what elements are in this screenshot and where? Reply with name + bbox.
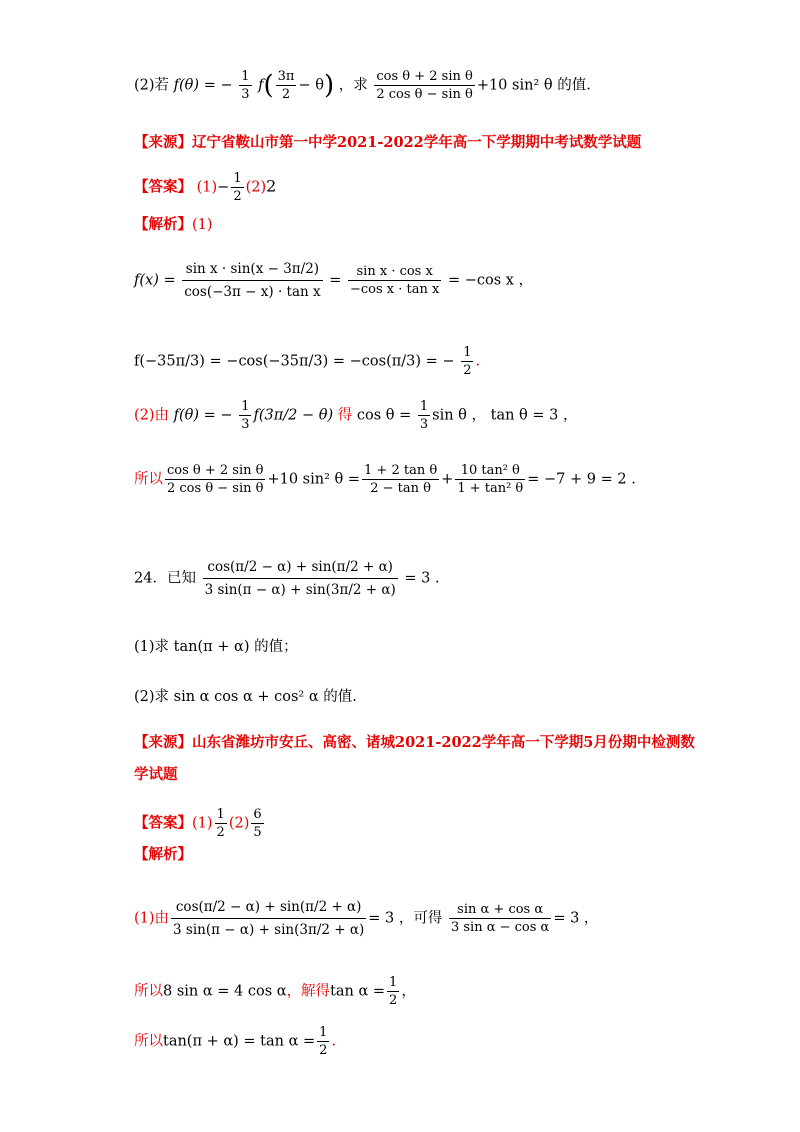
q23-analysis-p1: (1) bbox=[192, 217, 213, 233]
q23-l4-plus: + bbox=[441, 471, 454, 488]
q23-l2-end: . bbox=[475, 353, 481, 370]
q24-l2-mid: ，解得 bbox=[286, 983, 331, 1000]
q23-source-text: 辽宁省鞍山市第一中学2021-2022学年高一下学期期中考试数学试题 bbox=[192, 134, 642, 151]
q23-l3-res-fraction: $\frac{1}{3}$ bbox=[419, 399, 429, 432]
q23-l2-fraction: $\frac{1}{2}$ bbox=[463, 345, 472, 378]
q23-l4-fraction2: $\frac{\text{1 + 2 tan θ}}{\text{2 − tan θ}}$ bbox=[364, 463, 438, 496]
q24-answer-p1-fraction: $\frac{1}{2}$ bbox=[216, 807, 225, 840]
q23-l3-label: (2)由 bbox=[134, 407, 170, 424]
q24-l2-expr: 8 sin α = 4 cos α bbox=[163, 983, 287, 1000]
q23-l3-cond-tail: f(3π/2 − θ) bbox=[253, 407, 334, 424]
q24-part2-label: (2)求 bbox=[134, 689, 170, 705]
q23-analysis-line1: f(x) = $\frac{\text{sin x · sin(x − 3π/2)}}{\text{cos(−3π − x) · tan x}}$ = $\frac{\text{sin x · cos x}}{\text{−cos x · tan x}}$ = −cos x ， bbox=[134, 258, 760, 303]
q24-fraction: $\frac{\cos(\pi/2 - \alpha) + \sin(\pi/2 + \alpha)}{3 \sin(\pi - \alpha) + \sin(3\pi/2 + \alpha)}$ bbox=[203, 556, 398, 601]
q24-l1-label: (1)由 bbox=[134, 910, 170, 927]
q24-l2-label: 所以 bbox=[134, 983, 163, 1000]
q24-analysis-line2 bbox=[134, 974, 760, 1009]
q23-cond-fraction: $\frac{1}{3}$ bbox=[241, 69, 250, 102]
q23-l4-tail1: +10 sin² θ = bbox=[267, 471, 361, 488]
q23-part2-line: (2)若 f(θ) = − $\frac{1}{3}$ f( $\frac{3\pi}{2}$ − θ) ，求 $\frac{\text{cos θ + 2 sin θ}}{\text{2 cos θ − sin θ}}$ +10 sin² θ 的值. bbox=[134, 69, 591, 102]
q24-source-text1: 山东省潍坊市安丘、高密、诸城2021-2022学年高一下学期5月份期中检测数 bbox=[192, 734, 695, 751]
q24-source-tag: 【来源】 bbox=[134, 734, 192, 751]
q23-l3-res-tail: sin θ ， tan θ = 3 ， bbox=[432, 407, 578, 424]
q24-answer bbox=[134, 806, 760, 841]
q23-l3-cond-fraction: $\frac{1}{3}$ bbox=[241, 399, 250, 432]
q23-comma: ，求 bbox=[338, 77, 368, 94]
q24-part1-label: (1)求 bbox=[134, 639, 170, 655]
q24-source-text2: 学试题 bbox=[134, 766, 178, 783]
q24-l3-label: 所以 bbox=[134, 1033, 163, 1050]
q23-cond-eq: = − bbox=[203, 77, 233, 94]
q23-l3-get: 得 bbox=[337, 407, 353, 424]
q23-l1-rhs: = −cos x ， bbox=[447, 272, 534, 289]
q24-answer-p1: (1) bbox=[192, 815, 213, 832]
q23-analysis-tag: 【解析】 bbox=[134, 216, 192, 233]
q23-answer-p1: (1) bbox=[196, 179, 218, 196]
q24-analysis-tag: 【解析】 bbox=[134, 846, 192, 863]
q23-l3-res: cos θ = bbox=[356, 407, 412, 424]
q23-l2-expr: f(−35π/3) = −cos(−35π/3) = −cos(π/3) = − bbox=[134, 353, 455, 370]
q24-part1-expr: tan(π + α) bbox=[173, 639, 250, 655]
q24-l3-end: . bbox=[331, 1033, 337, 1050]
q23-l1-lhs: f(x) = bbox=[134, 272, 176, 289]
q23-l4-fraction1: $\frac{\text{cos θ + 2 sin θ}}{\text{2 cos θ − sin θ}}$ bbox=[167, 463, 264, 496]
q24-l2-res: tan α = bbox=[330, 983, 386, 1000]
q23-answer-p2: (2) bbox=[245, 179, 267, 196]
q24-answer-p2-fraction: $\frac{6}{5}$ bbox=[253, 807, 262, 840]
q23-source-tag: 【来源】 bbox=[134, 134, 192, 151]
q23-answer-p2-val: 2 bbox=[266, 176, 277, 196]
q24-part2-expr: sin α cos α + cos² α bbox=[173, 689, 319, 705]
q23-l4-label: 所以 bbox=[134, 471, 163, 488]
q24-analysis-header bbox=[134, 846, 760, 864]
q24-l2-end: ， bbox=[401, 983, 416, 1000]
q23-answer-p1-sign: − bbox=[217, 179, 230, 196]
q24-l1-eq: = 3 ，可得 bbox=[368, 910, 443, 927]
q23-cond-arg-tail: − θ bbox=[298, 77, 324, 94]
q23-part2-label: (2)若 bbox=[134, 77, 170, 94]
q23-cond-lhs: f(θ) bbox=[173, 77, 200, 94]
q23-source bbox=[134, 134, 760, 152]
q24-part2-tail: 的值. bbox=[323, 689, 357, 705]
q24-eq: = 3 . bbox=[404, 570, 440, 587]
q24-l1-eq2: = 3 ， bbox=[553, 910, 599, 927]
q24-l3-fraction: $\frac{1}{2}$ bbox=[319, 1025, 328, 1058]
q24-l1-fraction: $\frac{\cos(\pi/2 - \alpha) + \sin(\pi/2 + \alpha)}{3 \sin(\pi - \alpha) + \sin(3\pi/2 + \alpha)}$ bbox=[171, 896, 366, 941]
q23-suffix: 的值. bbox=[557, 77, 591, 94]
q24-part1-tail: 的值； bbox=[254, 639, 298, 655]
q24-number: 24．已知 bbox=[134, 570, 196, 587]
q24-l1-fraction2: $\frac{\text{sin α + cos α}}{\text{3 sin α − cos α}}$ bbox=[450, 902, 550, 935]
q23-l1-mid-fraction: $\frac{\text{sin x · cos x}}{\text{−cos x · tan x}}$ bbox=[350, 264, 440, 297]
q23-expr-fraction: $\frac{\text{cos θ + 2 sin θ}}{\text{2 cos θ − sin θ}}$ bbox=[376, 69, 473, 102]
q23-analysis-line4 bbox=[134, 462, 760, 497]
q23-answer bbox=[134, 170, 760, 205]
q23-cond-f: f bbox=[258, 77, 264, 94]
q24-source-cont bbox=[134, 766, 760, 784]
q24-part2 bbox=[134, 688, 760, 706]
q23-answer-p1-fraction: $\frac{1}{2}$ bbox=[233, 171, 242, 204]
q24-source bbox=[134, 734, 760, 752]
q23-l4-end: = −7 + 9 = 2 . bbox=[527, 471, 636, 488]
q23-l3-cond: f(θ) = − bbox=[173, 407, 233, 424]
q23-answer-tag: 【答案】 bbox=[134, 178, 192, 196]
q23-cond-arg-fraction: $\frac{3\pi}{2}$ bbox=[277, 69, 295, 102]
q24-stem bbox=[134, 556, 760, 601]
q23-analysis-header bbox=[134, 216, 760, 234]
q23-expr-tail: +10 sin² θ bbox=[476, 77, 553, 94]
q23-analysis-line3 bbox=[134, 398, 760, 433]
q24-part1 bbox=[134, 638, 760, 656]
q24-answer-tag: 【答案】 bbox=[134, 814, 192, 832]
q24-answer-p2: (2) bbox=[228, 815, 250, 832]
q24-l2-fraction: $\frac{1}{2}$ bbox=[389, 975, 398, 1008]
q24-analysis-line3 bbox=[134, 1024, 760, 1059]
q23-l4-fraction3: $\frac{\text{10 tan² θ}}{\text{1 + tan² θ}}$ bbox=[457, 463, 524, 496]
q24-l3-expr: tan(π + α) = tan α = bbox=[163, 1033, 316, 1050]
q24-analysis-line1 bbox=[134, 896, 760, 941]
q23-l1-fraction: $\frac{\text{sin x · sin(x − 3π/2)}}{\text{cos(−3π − x) · tan x}}$ bbox=[182, 258, 322, 303]
q23-analysis-line2 bbox=[134, 344, 760, 379]
